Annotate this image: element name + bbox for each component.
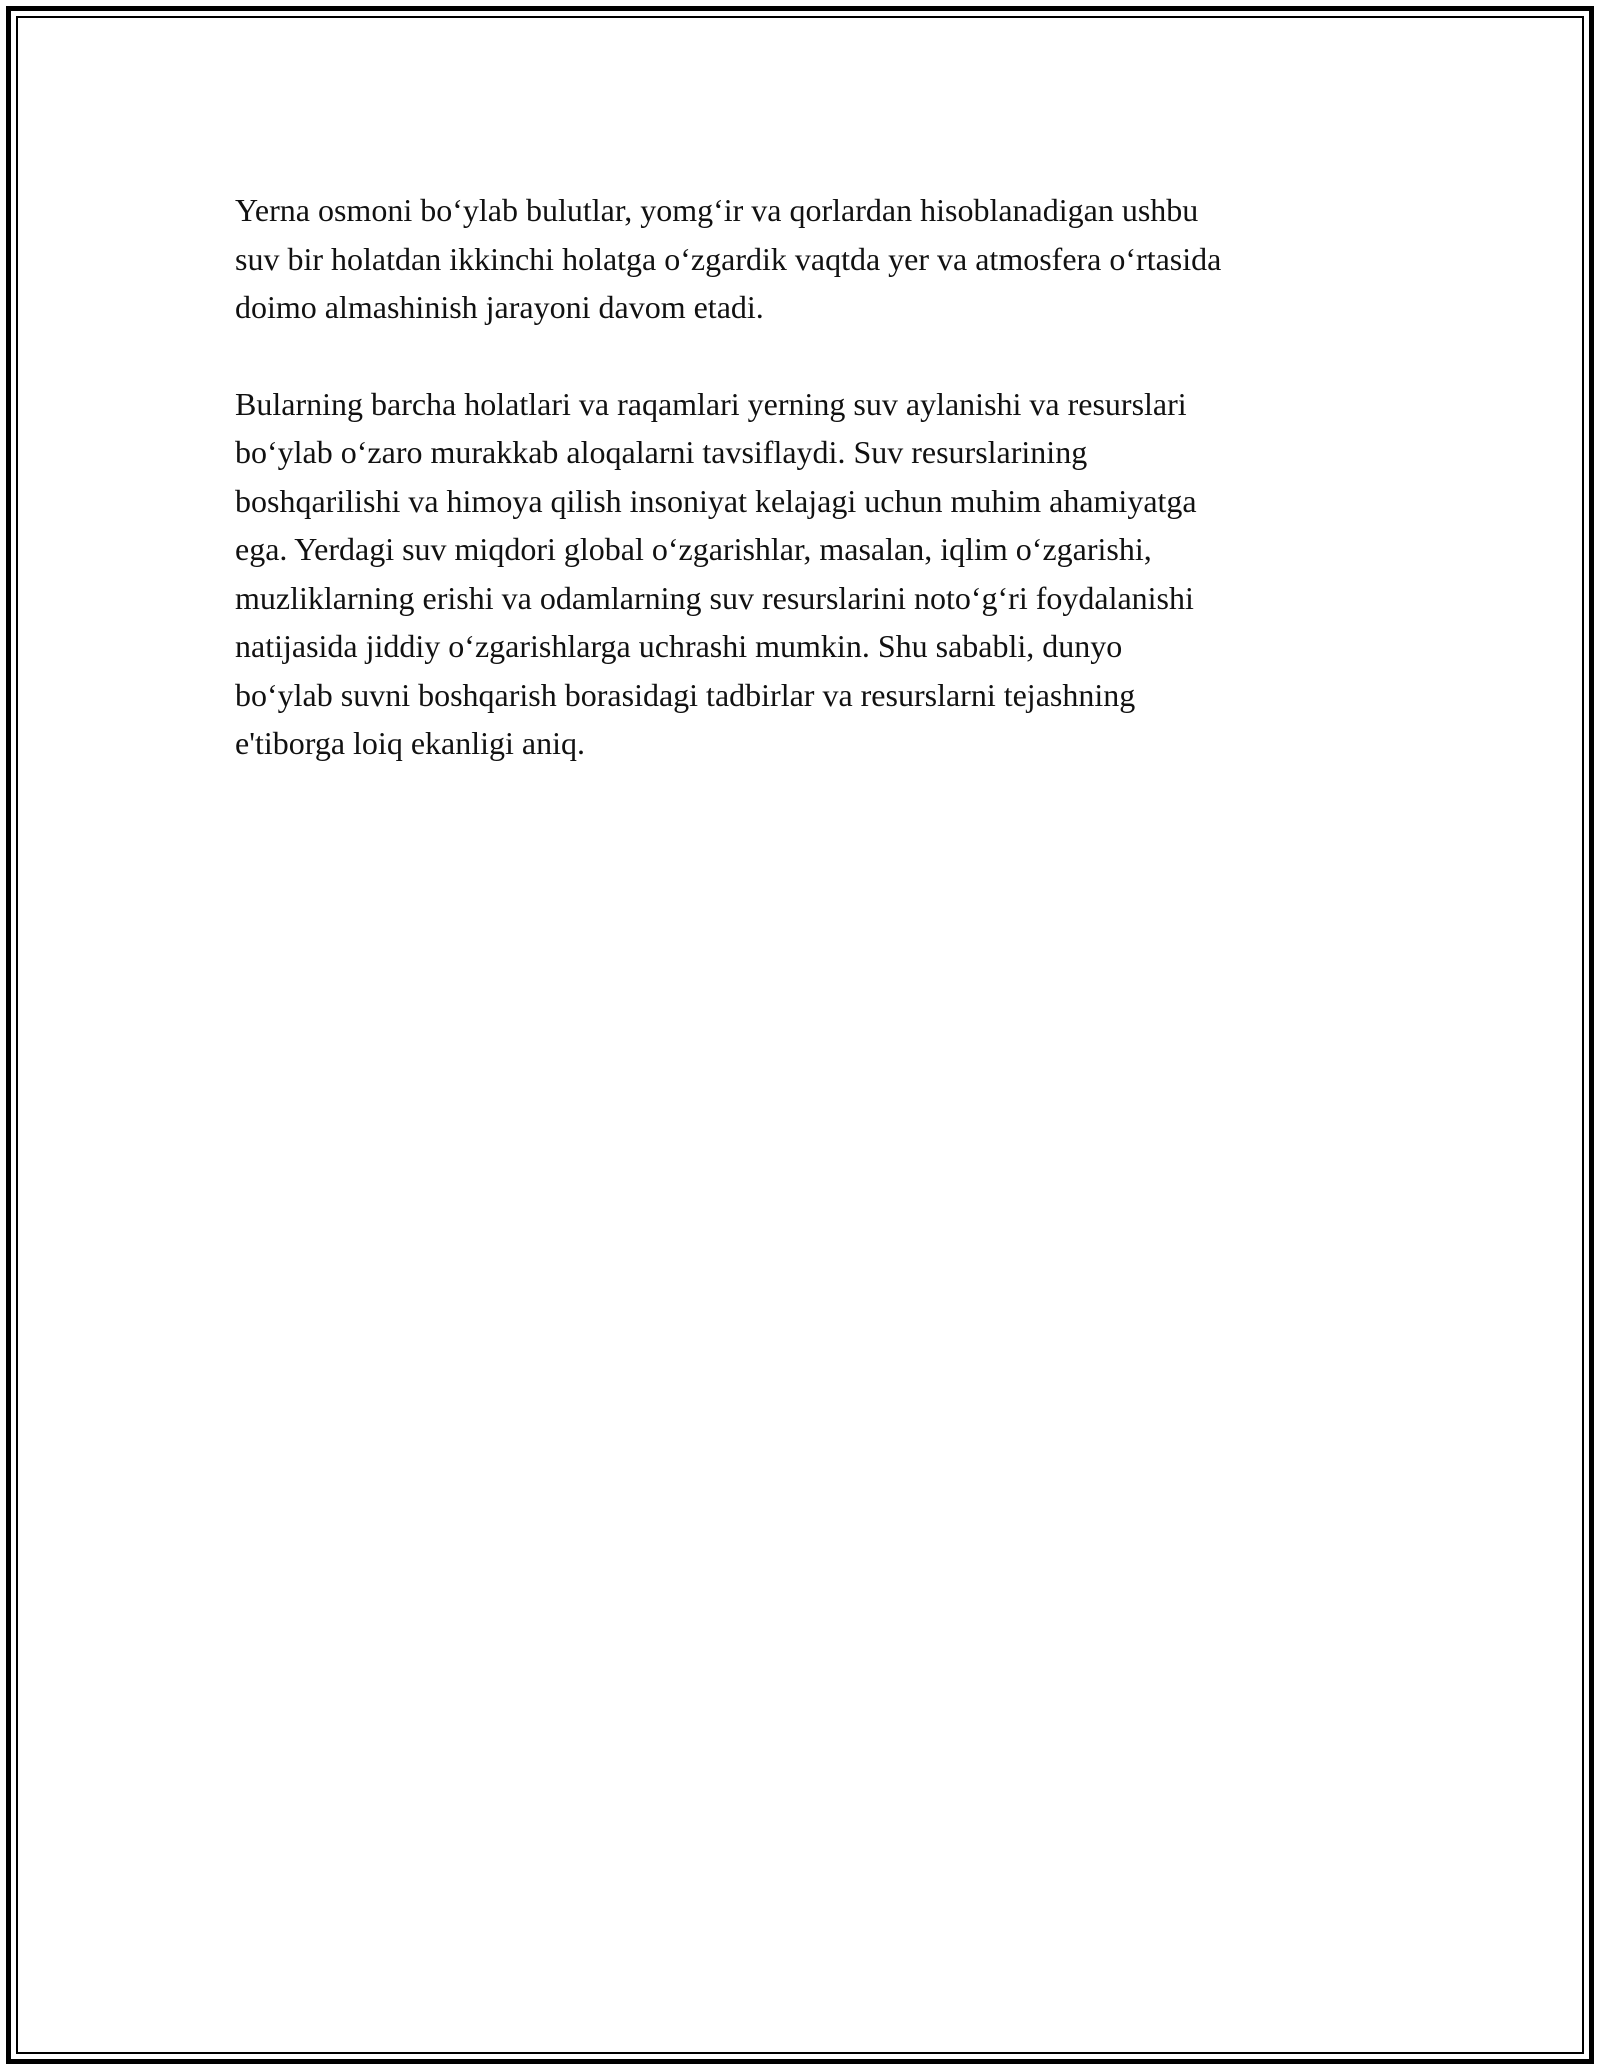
paragraph-1: Yerna osmoni bo‘ylab bulutlar, yomg‘ir va qorlardan hisoblanadigan ushbu suv bir holatdan ikkinchi holatga o‘zgardik vaqtda yer va atmosfera o‘rtasida doimo almashinish jarayoni davom etadi. <box>235 192 1222 325</box>
paragraph-2: Bularning barcha holatlari va raqamlari yerning suv aylanishi va resurslari bo‘ylab o‘zaro murakkab aloqalarni tavsiflaydi. Suv resurslarining boshqarilishi va himoya qilish insoniyat kelajagi uchun muhim ahamiyatga ega. Yerdagi suv miqdori global o‘zgarishlar, masalan, iqlim o‘zgarishi, muzliklarning erishi va odamlarning suv resurslarini noto‘g‘ri foydalanishi natijasida jiddiy o‘zgarishlarga uchrashi mumkin. Shu sababli, dunyo bo‘ylab suvni boshqarish borasidagi tadbirlar va resurslarni tejashning e'tiborga loiq ekanligi aniq. <box>235 385 1197 761</box>
document-body <box>235 186 1395 816</box>
